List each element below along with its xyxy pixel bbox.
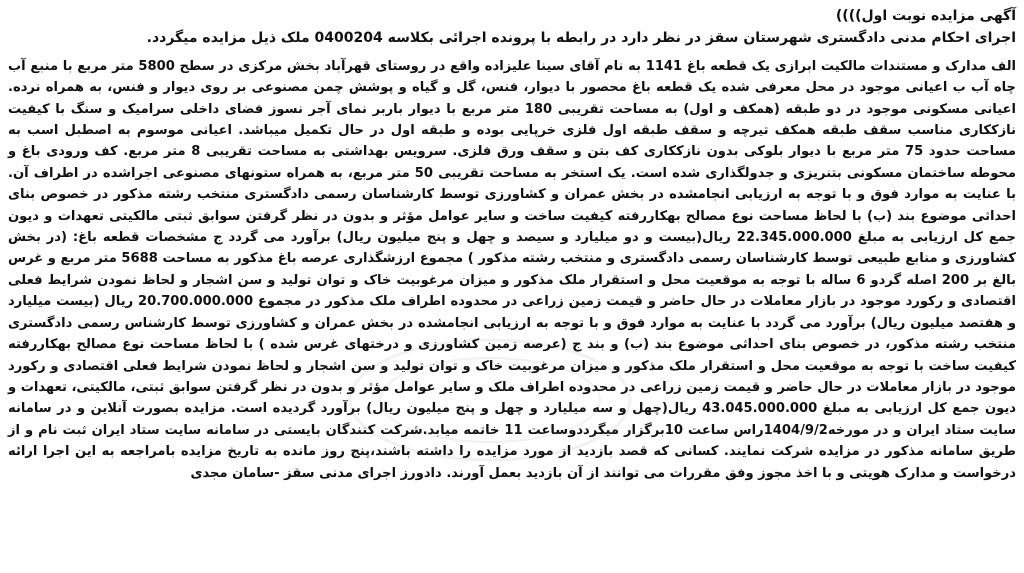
notice-body: الف مدارک و مستندات مالکیت ابرازی یک قطعه باغ 1141 به نام آقای سینا علیزاده واقع در روستای قهرآباد بخش مرکزی در سطح 5800 متر مربع با منبع آب چاه آب ب اعیانی موجود در محل معرفی شده یک قطعه باغ محصور با دیوار، فنس، گل و گیاه و پوشش چمن مصنوعی بر روی دیوار و فنس، به همراه نرده. اعیانی مسکونی موجود در دو طبقه (همکف و اول) به مساحت تقریبی 180 متر مربع با دیوار باربر نمای آجر نسوز فضای داخلی سرامیک و سنگ با کیفیت نازککاری مناسب سقف طبقه همکف تیرچه و سقف طبقه اول فلزی خرپایی بوده و طبقه اول در حال تکمیل میباشد. اعیانی موسوم به اصطبل اسب به مساحت حدود 75 متر مربع با دیوار بلوکی بدون نازککاری کف بتن و سقف ورق فلزی. سرویس بهداشتی به مساحت تقریبی 8 متر مربع. کف ورودی باغ و محوطه ساختمان مسکونی بتنریزی و جدولگذاری شده است. یک استخر به مساحت تقریبی 50 متر مربع، به همراه ستونهای مصنوعی اجراشده در اطراف آن. با عنایت به موارد فوق و با توجه به ارزیابی انجامشده در بخش عمران و کشاورزی توسط کارشناسان رسمی دادگستری منتخب رشته مذکور در خصوص بنای احداثی موضوع بند (ب) با لحاظ مساحت نوع مصالح بهکاررفته کیفیت ساخت و سایر عوامل مؤثر و بدون در نظر گرفتن سوابق ثبتی مالکیتی تعهدات و دیون جمع کل ارزیابی به مبلغ 22.345.000.000 ریال(بیست و دو میلیارد و سیصد و چهل و پنج میلیون ریال) برآورد می گردد ج مشخصات قطعه باغ: (در بخش کشاورزی و منابع طبیعی توسط کارشناسان رسمی دادگستری و منتخب رشته مذکور ) مجموع ارزشگذاری عرصه باغ مذکور به مساحت 5688 متر مربع و غرس بالغ بر 200 اصله گردو 6 ساله با توجه به موقعیت محل و استقرار ملک مذکور و میزان مرغوبیت خاک و توان تولید و سن اشجار و لحاظ نمودن شرایط فعلی اقتصادی و رکورد موجود در بازار معاملات در حال حاضر و قیمت زمین زراعی در محدوده اطراف ملک مذکور در مجموع 20.700.000.000 ریال (بیست میلیارد و هفتصد میلیون ریال) برآورد می گردد با عنایت به موارد فوق و با توجه به ارزیابی انجامشده در بخش عمران و کشاورزی توسط کارشناس رسمی دادگستری منتخب رشته مذکور، در خصوص بنای احداثی موضوع بند (ب) و بند ج (عرصه زمین کشاورزی و درختهای غرس شده ) با لحاظ مساحت نوع مصالح بهکاررفته کیفیت ساخت با توجه به موقعیت محل و استقرار ملک مذکور و میزان مرغوبیت خاک و توان تولید و سن اشجار و لحاظ نمودن شرایط فعلی اقتصادی و رکورد موجود در بازار معاملات در حال حاضر و قیمت زمین زراعی در محدوده اطراف ملک و سایر عوامل مؤثر و بدون در نظر گرفتن سوابق ثبتی، مالکیتی، تعهدات و دیون جمع کل ارزیابی به مبلغ 43.045.000.000 ریال(چهل و سه میلیارد و چهل و پنج میلیون ریال) برآورد گردیده است. مزایده بصورت آنلاین و در سامانه سایت ستاد ایران و در مورخه1404/9/2راس ساعت 10برگزار میگرددوساعت 11 خاتمه میابد.شرکت کنندگان بایستی در سامانه سایت ستاد ایران ثبت نام و از طریق سامانه مذکور در مزایده شرکت نمایند. کسانی که قصد بازدید از مورد مزایده را داشته باشند،پنج روز مانده به تاریخ مزایده بامراجعه به این اجرا ارائه درخواست و مدارک هویتی و با اخذ مجوز وفق مقررات می توانند از آن بازدید بعمل آورند. دادورز اجرای مدنی سقز -سامان مجدی (8, 58, 1017, 481)
notice-title: آگهی مزایده نوبت اول)))) (835, 8, 1016, 24)
notice-intro: اجرای احکام مدنی دادگستری شهرستان سقز در نظر دارد در رابطه با پرونده اجرائی بکلاسه 0400204 ملک ذیل مزایده میگردد. (146, 30, 1016, 47)
